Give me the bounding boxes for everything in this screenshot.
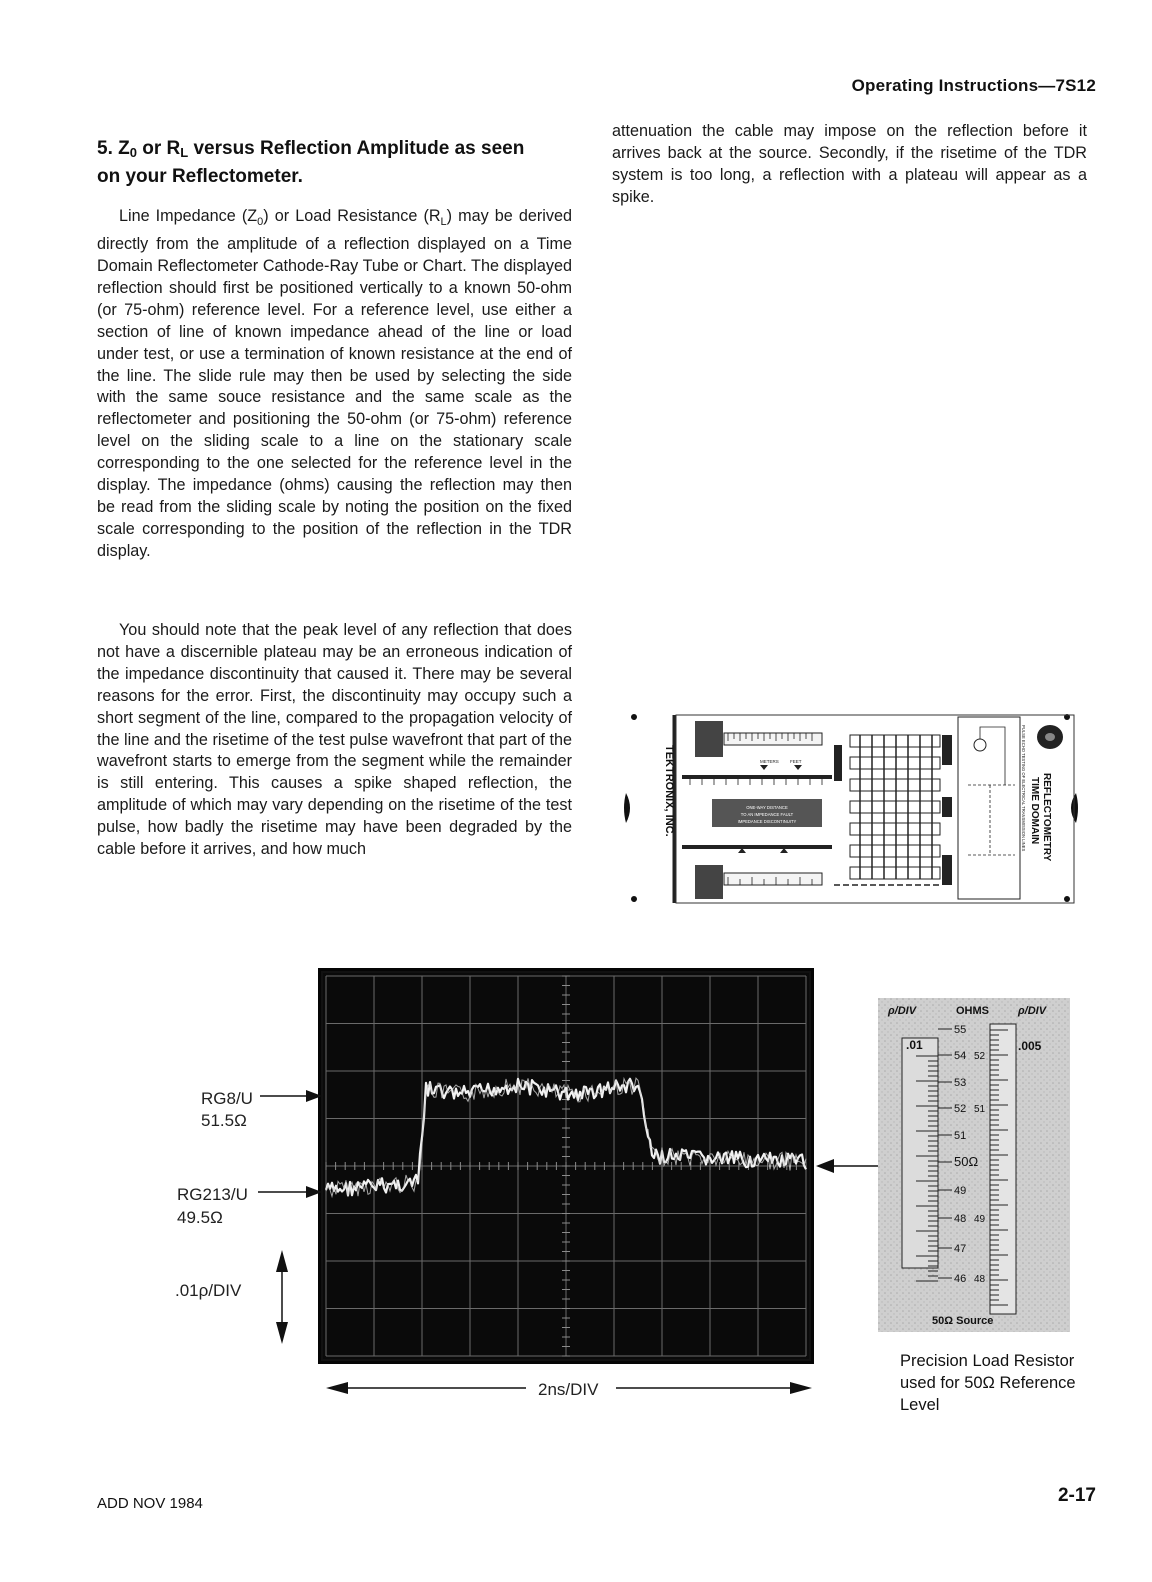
arrow-right-icon bbox=[790, 1382, 812, 1394]
ohms-secondary-tick-label: 49 bbox=[974, 1214, 986, 1225]
ohms-tick-label: 49 bbox=[954, 1185, 967, 1197]
arrow-left-icon bbox=[326, 1382, 348, 1394]
label-rg8-value: 51.5Ω bbox=[201, 1111, 247, 1130]
arrow-down-icon bbox=[276, 1322, 288, 1344]
svg-text:50Ω Source: 50Ω Source bbox=[932, 1315, 994, 1327]
label-rg8-name: RG8/U bbox=[201, 1089, 253, 1108]
svg-text:METERS: METERS bbox=[760, 759, 779, 764]
ohms-secondary-tick-label: 48 bbox=[974, 1274, 986, 1285]
svg-text:ρ/DIV: ρ/DIV bbox=[1018, 1005, 1047, 1017]
ohms-tick-label: 52 bbox=[954, 1103, 967, 1115]
arrow-right-icon bbox=[306, 1186, 322, 1198]
arrow-right-icon bbox=[306, 1090, 322, 1102]
section-heading: 5. $Z_0$ or $R_L$ versus Reflection Amplitude as seen on your Reflectometer. bbox=[97, 138, 525, 187]
label-arrows bbox=[150, 1080, 330, 1350]
paragraph-peak-level: You should note that the peak level of any reflection that does not have a discernible plateau may be an erroneous indication of the impedance discontinuity that caused it. There may be several reasons for the error. First, the discontinuity may occupy such a short segment of the line, compared to the propagation velocity of the line and the risetime of the test pulse wavefront that part of the wavefront starts to emerge from the segment while the remainder is still entering. This causes a spike shaped reflection, the amplitude of which may vary depending on the risetime of the test pulse, how badly the risetime may have been degraded by the cable before it arrives, and how much bbox=[97, 621, 572, 859]
svg-text:OHMS: OHMS bbox=[956, 1005, 989, 1017]
ohms-tick-label: 53 bbox=[954, 1077, 967, 1089]
svg-text:IMPEDANCE DISCONTINUITY: IMPEDANCE DISCONTINUITY bbox=[737, 819, 797, 824]
paragraph-attenuation: attenuation the cable may impose on the reflection before it arrives back at the source. Secondly, if the risetime of the TDR system is too long, a reflection with a plateau will appear as a spike. bbox=[612, 122, 1087, 206]
svg-text:ONE-WAY DISTANCE: ONE-WAY DISTANCE bbox=[746, 805, 788, 810]
ohms-tick-label: 55 bbox=[954, 1024, 967, 1036]
ohms-tick-label: 50Ω bbox=[954, 1154, 979, 1169]
slide-rule-image bbox=[620, 705, 1080, 910]
slide-rule-title-line2: REFLECTOMETRY bbox=[1041, 773, 1052, 862]
arrow-up-icon bbox=[276, 1250, 288, 1272]
ohms-tick-label: 46 bbox=[954, 1273, 967, 1285]
svg-text:FEET: FEET bbox=[790, 759, 802, 764]
arrow-left-icon bbox=[816, 1159, 834, 1173]
oscilloscope-display bbox=[318, 968, 814, 1364]
page-number: 2-17 bbox=[1057, 1485, 1096, 1506]
page-header-title: Operating Instructions—7S12 bbox=[851, 76, 1096, 95]
ohms-tick-label: 54 bbox=[954, 1050, 967, 1062]
label-vertical-scale: .01ρ/DIV bbox=[175, 1281, 242, 1300]
label-rg213-name: RG213/U bbox=[177, 1185, 248, 1204]
slide-rule-brand: TEKTRONIX, INC. bbox=[663, 745, 675, 837]
ohms-secondary-tick-label: 52 bbox=[974, 1051, 986, 1062]
label-horizontal-scale: 2ns/DIV bbox=[538, 1380, 599, 1399]
ohms-tick-label: 51 bbox=[954, 1130, 967, 1142]
slide-rule-title-line1: TIME DOMAIN bbox=[1029, 777, 1040, 845]
figure-caption: Precision Load Resistor used for 50Ω Reference Level bbox=[900, 1352, 1076, 1414]
svg-text:.005: .005 bbox=[1018, 1039, 1042, 1053]
svg-text:ρ/DIV: ρ/DIV bbox=[888, 1005, 917, 1017]
label-rg213-value: 49.5Ω bbox=[177, 1208, 223, 1227]
ohms-tick-label: 47 bbox=[954, 1243, 967, 1255]
ohms-secondary-tick-label: 51 bbox=[974, 1104, 986, 1115]
footer-date: ADD NOV 1984 bbox=[97, 1495, 203, 1512]
ohms-tick-label: 48 bbox=[954, 1213, 967, 1225]
svg-text:TO AN IMPEDANCE FAULT: TO AN IMPEDANCE FAULT bbox=[740, 812, 794, 817]
scale-detail-image bbox=[878, 998, 1070, 1332]
paragraph-line-impedance: Line Impedance $(Z_0)$ or Load Resistance $(R_L)$ may be derived directly from the amplitude of a reflection displayed on a Time Domain Reflectometer Cathode-Ray Tube or Chart. The displayed reflection should first be positioned vertically to a known 50-ohm (or 75-ohm) reference level. For a reference level, use either a section of line of known impedance ahead of the line or load under test, or use a termination of known resistance at the end of the line. The slide rule may then be used by selecting the side with the same souce resistance and the same scale as the reflectometer and positioning the 50-ohm (or 75-ohm) reference level on the sliding scale to a line on the stationary scale corresponding to the one selected for the reference level in the display. The impedance (ohms) causing the reflection may then be read from the sliding scale by noting the position on the fixed scale corresponding to the position of the reflection in the TDR display. bbox=[97, 207, 572, 560]
svg-text:.01: .01 bbox=[906, 1038, 923, 1052]
slide-rule-subtitle: PULSE ECHO TESTING OF ELECTRICAL TRANSMISSION LINES bbox=[1021, 725, 1026, 852]
